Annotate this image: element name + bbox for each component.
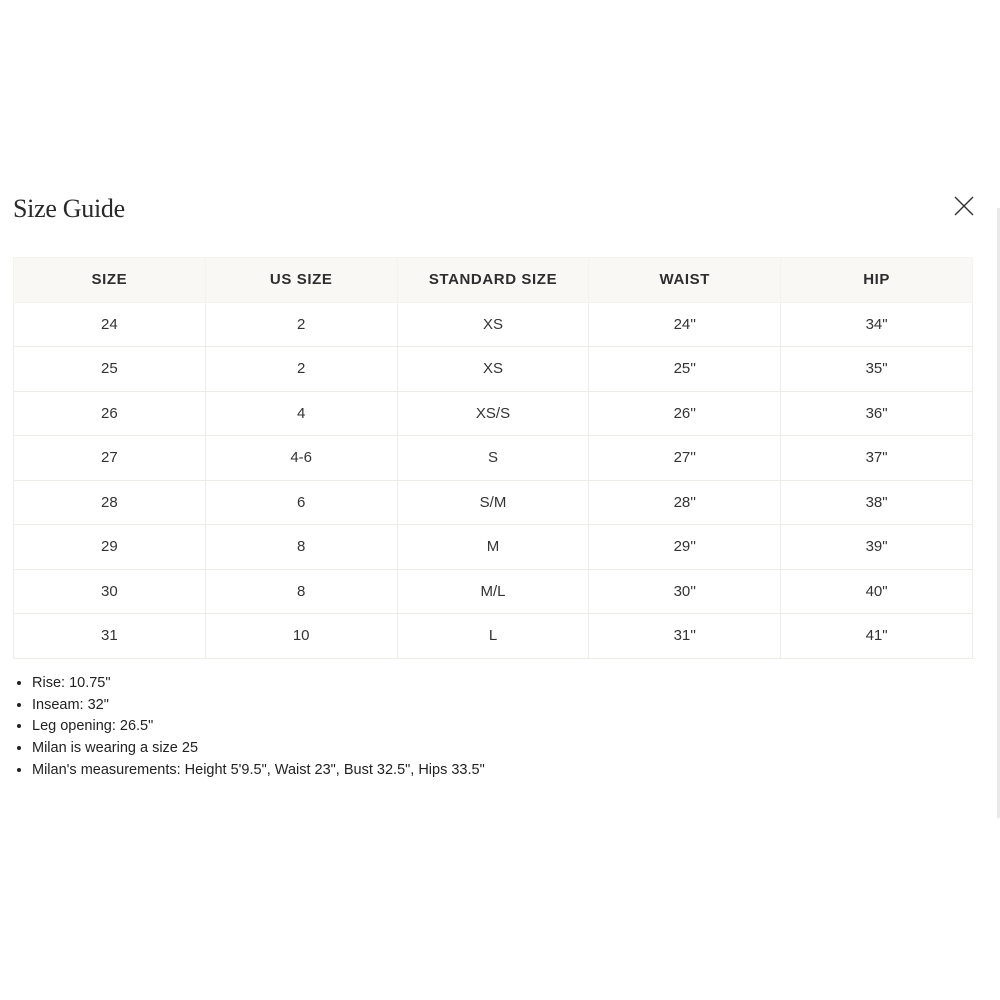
cell-waist: 31'' (589, 614, 781, 659)
cell-hip: 34" (781, 302, 973, 347)
list-item-rise: • Rise: 10.75" (32, 673, 485, 695)
size-table (13, 257, 973, 659)
cell-us-size: 4 (205, 391, 397, 436)
cell-standard-size: S/M (397, 480, 589, 525)
cell-size: 26 (14, 391, 206, 436)
cell-size: 31 (14, 614, 206, 659)
cell-waist: 24'' (589, 302, 781, 347)
cell-standard-size: M (397, 525, 589, 570)
table-header-row (14, 258, 973, 303)
cell-waist: 27'' (589, 436, 781, 481)
cell-waist: 29'' (589, 525, 781, 570)
cell-waist: 25'' (589, 347, 781, 392)
cell-size: 28 (14, 480, 206, 525)
cell-waist: 30'' (589, 569, 781, 614)
table-row (14, 436, 973, 481)
table-row (14, 569, 973, 614)
cell-us-size: 2 (205, 302, 397, 347)
list-item-inseam: • Inseam: 32" (32, 695, 485, 717)
cell-hip: 40" (781, 569, 973, 614)
cell-standard-size: XS/S (397, 391, 589, 436)
cell-hip: 39" (781, 525, 973, 570)
list-item-leg-opening: • Leg opening: 26.5" (32, 716, 485, 738)
cell-hip: 35" (781, 347, 973, 392)
fit-notes-list (13, 673, 485, 782)
table-row (14, 480, 973, 525)
cell-size: 30 (14, 569, 206, 614)
column-header-size: SIZE (14, 258, 206, 303)
table-row (14, 302, 973, 347)
cell-hip: 38" (781, 480, 973, 525)
column-header-us-size: US SIZE (205, 258, 397, 303)
cell-us-size: 8 (205, 525, 397, 570)
cell-standard-size: M/L (397, 569, 589, 614)
cell-size: 27 (14, 436, 206, 481)
table-row (14, 525, 973, 570)
column-header-waist: WAIST (589, 258, 781, 303)
cell-us-size: 10 (205, 614, 397, 659)
cell-us-size: 2 (205, 347, 397, 392)
cell-us-size: 8 (205, 569, 397, 614)
cell-standard-size: XS (397, 347, 589, 392)
cell-hip: 41" (781, 614, 973, 659)
column-header-standard-size: STANDARD SIZE (397, 258, 589, 303)
column-header-hip: HIP (781, 258, 973, 303)
cell-standard-size: XS (397, 302, 589, 347)
cell-us-size: 6 (205, 480, 397, 525)
close-button[interactable] (950, 192, 978, 220)
close-icon[interactable] (950, 192, 978, 220)
cell-waist: 26'' (589, 391, 781, 436)
cell-hip: 37" (781, 436, 973, 481)
list-item-model-measurements: • Milan's measurements: Height 5'9.5", Waist 23", Bust 32.5", Hips 33.5" (32, 760, 485, 782)
cell-hip: 36" (781, 391, 973, 436)
cell-waist: 28'' (589, 480, 781, 525)
cell-us-size: 4-6 (205, 436, 397, 481)
cell-size: 24 (14, 302, 206, 347)
table-row (14, 391, 973, 436)
list-item-model-size: • Milan is wearing a size 25 (32, 738, 485, 760)
table-row (14, 347, 973, 392)
cell-size: 29 (14, 525, 206, 570)
cell-size: 25 (14, 347, 206, 392)
cell-standard-size: S (397, 436, 589, 481)
modal-title: Size Guide (13, 194, 125, 223)
table-row (14, 614, 973, 659)
cell-standard-size: L (397, 614, 589, 659)
